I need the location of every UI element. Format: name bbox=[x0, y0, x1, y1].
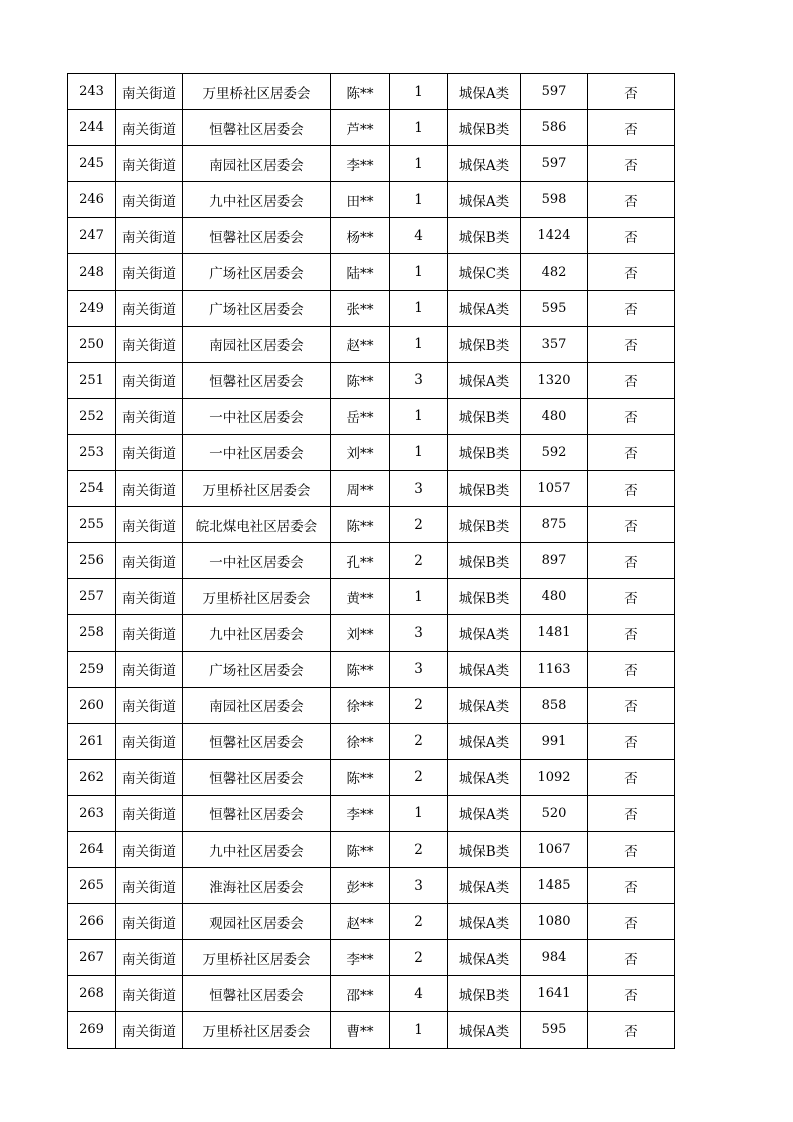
subdistrict-cell: 南关街道 bbox=[116, 651, 183, 687]
community-cell: 广场社区居委会 bbox=[183, 651, 331, 687]
person-name-cell: 周** bbox=[331, 471, 390, 507]
table-row bbox=[68, 579, 675, 615]
person-name-cell: 陈** bbox=[331, 362, 390, 398]
insurance-category-cell: 城保A类 bbox=[448, 904, 521, 940]
community-cell: 九中社区居委会 bbox=[183, 615, 331, 651]
community-cell: 万里桥社区居委会 bbox=[183, 471, 331, 507]
household-size-cell: 3 bbox=[390, 615, 448, 651]
insurance-category-cell: 城保A类 bbox=[448, 615, 521, 651]
subdistrict-cell: 南关街道 bbox=[116, 146, 183, 182]
subdistrict-cell: 南关街道 bbox=[116, 110, 183, 146]
table-row bbox=[68, 651, 675, 687]
household-size-cell: 1 bbox=[390, 1012, 448, 1048]
table-row bbox=[68, 507, 675, 543]
amount-cell: 520 bbox=[521, 795, 588, 831]
row-number-cell: 269 bbox=[68, 1012, 116, 1048]
person-name-cell: 邵** bbox=[331, 976, 390, 1012]
person-name-cell: 赵** bbox=[331, 904, 390, 940]
household-size-cell: 2 bbox=[390, 543, 448, 579]
row-number-cell: 266 bbox=[68, 904, 116, 940]
flag-cell: 否 bbox=[588, 651, 675, 687]
subdistrict-cell: 南关街道 bbox=[116, 940, 183, 976]
table-row bbox=[68, 362, 675, 398]
community-cell: 恒馨社区居委会 bbox=[183, 362, 331, 398]
insurance-category-cell: 城保A类 bbox=[448, 868, 521, 904]
amount-cell: 1641 bbox=[521, 976, 588, 1012]
amount-cell: 1320 bbox=[521, 362, 588, 398]
amount-cell: 595 bbox=[521, 1012, 588, 1048]
flag-cell: 否 bbox=[588, 723, 675, 759]
row-number-cell: 256 bbox=[68, 543, 116, 579]
amount-cell: 1080 bbox=[521, 904, 588, 940]
person-name-cell: 陈** bbox=[331, 759, 390, 795]
community-cell: 万里桥社区居委会 bbox=[183, 74, 331, 110]
person-name-cell: 陆** bbox=[331, 254, 390, 290]
community-cell: 观园社区居委会 bbox=[183, 904, 331, 940]
person-name-cell: 徐** bbox=[331, 723, 390, 759]
amount-cell: 480 bbox=[521, 398, 588, 434]
row-number-cell: 247 bbox=[68, 218, 116, 254]
assistance-table bbox=[67, 73, 675, 1049]
insurance-category-cell: 城保A类 bbox=[448, 1012, 521, 1048]
household-size-cell: 1 bbox=[390, 579, 448, 615]
insurance-category-cell: 城保B类 bbox=[448, 976, 521, 1012]
table-row bbox=[68, 218, 675, 254]
amount-cell: 858 bbox=[521, 687, 588, 723]
insurance-category-cell: 城保C类 bbox=[448, 254, 521, 290]
community-cell: 广场社区居委会 bbox=[183, 290, 331, 326]
community-cell: 南园社区居委会 bbox=[183, 146, 331, 182]
amount-cell: 1163 bbox=[521, 651, 588, 687]
subdistrict-cell: 南关街道 bbox=[116, 759, 183, 795]
person-name-cell: 陈** bbox=[331, 651, 390, 687]
person-name-cell: 陈** bbox=[331, 507, 390, 543]
flag-cell: 否 bbox=[588, 543, 675, 579]
subdistrict-cell: 南关街道 bbox=[116, 795, 183, 831]
insurance-category-cell: 城保B类 bbox=[448, 398, 521, 434]
flag-cell: 否 bbox=[588, 759, 675, 795]
row-number-cell: 245 bbox=[68, 146, 116, 182]
row-number-cell: 255 bbox=[68, 507, 116, 543]
person-name-cell: 徐** bbox=[331, 687, 390, 723]
subdistrict-cell: 南关街道 bbox=[116, 976, 183, 1012]
community-cell: 南园社区居委会 bbox=[183, 687, 331, 723]
subdistrict-cell: 南关街道 bbox=[116, 687, 183, 723]
amount-cell: 357 bbox=[521, 326, 588, 362]
community-cell: 恒馨社区居委会 bbox=[183, 723, 331, 759]
amount-cell: 595 bbox=[521, 290, 588, 326]
household-size-cell: 2 bbox=[390, 940, 448, 976]
table-row bbox=[68, 831, 675, 867]
person-name-cell: 芦** bbox=[331, 110, 390, 146]
person-name-cell: 曹** bbox=[331, 1012, 390, 1048]
flag-cell: 否 bbox=[588, 615, 675, 651]
table-row bbox=[68, 904, 675, 940]
flag-cell: 否 bbox=[588, 471, 675, 507]
household-size-cell: 1 bbox=[390, 434, 448, 470]
flag-cell: 否 bbox=[588, 507, 675, 543]
flag-cell: 否 bbox=[588, 74, 675, 110]
flag-cell: 否 bbox=[588, 579, 675, 615]
row-number-cell: 253 bbox=[68, 434, 116, 470]
row-number-cell: 265 bbox=[68, 868, 116, 904]
table-row bbox=[68, 74, 675, 110]
person-name-cell: 李** bbox=[331, 146, 390, 182]
amount-cell: 480 bbox=[521, 579, 588, 615]
amount-cell: 1424 bbox=[521, 218, 588, 254]
insurance-category-cell: 城保B类 bbox=[448, 543, 521, 579]
row-number-cell: 267 bbox=[68, 940, 116, 976]
amount-cell: 598 bbox=[521, 182, 588, 218]
row-number-cell: 258 bbox=[68, 615, 116, 651]
subdistrict-cell: 南关街道 bbox=[116, 362, 183, 398]
flag-cell: 否 bbox=[588, 940, 675, 976]
table-body bbox=[68, 74, 675, 1049]
household-size-cell: 4 bbox=[390, 218, 448, 254]
row-number-cell: 259 bbox=[68, 651, 116, 687]
amount-cell: 1481 bbox=[521, 615, 588, 651]
subdistrict-cell: 南关街道 bbox=[116, 218, 183, 254]
community-cell: 皖北煤电社区居委会 bbox=[183, 507, 331, 543]
row-number-cell: 246 bbox=[68, 182, 116, 218]
community-cell: 南园社区居委会 bbox=[183, 326, 331, 362]
insurance-category-cell: 城保B类 bbox=[448, 831, 521, 867]
household-size-cell: 3 bbox=[390, 362, 448, 398]
row-number-cell: 250 bbox=[68, 326, 116, 362]
household-size-cell: 2 bbox=[390, 904, 448, 940]
table-row bbox=[68, 290, 675, 326]
amount-cell: 1067 bbox=[521, 831, 588, 867]
household-size-cell: 2 bbox=[390, 759, 448, 795]
person-name-cell: 彭** bbox=[331, 868, 390, 904]
insurance-category-cell: 城保B类 bbox=[448, 579, 521, 615]
household-size-cell: 1 bbox=[390, 398, 448, 434]
insurance-category-cell: 城保A类 bbox=[448, 759, 521, 795]
row-number-cell: 257 bbox=[68, 579, 116, 615]
subdistrict-cell: 南关街道 bbox=[116, 1012, 183, 1048]
table-row bbox=[68, 687, 675, 723]
insurance-category-cell: 城保A类 bbox=[448, 795, 521, 831]
row-number-cell: 244 bbox=[68, 110, 116, 146]
person-name-cell: 李** bbox=[331, 795, 390, 831]
table-row bbox=[68, 398, 675, 434]
table-row bbox=[68, 759, 675, 795]
amount-cell: 1485 bbox=[521, 868, 588, 904]
table-row bbox=[68, 434, 675, 470]
flag-cell: 否 bbox=[588, 687, 675, 723]
household-size-cell: 1 bbox=[390, 326, 448, 362]
subdistrict-cell: 南关街道 bbox=[116, 579, 183, 615]
person-name-cell: 陈** bbox=[331, 831, 390, 867]
table-row bbox=[68, 543, 675, 579]
flag-cell: 否 bbox=[588, 976, 675, 1012]
amount-cell: 875 bbox=[521, 507, 588, 543]
table-row bbox=[68, 146, 675, 182]
community-cell: 万里桥社区居委会 bbox=[183, 940, 331, 976]
person-name-cell: 岳** bbox=[331, 398, 390, 434]
community-cell: 一中社区居委会 bbox=[183, 543, 331, 579]
row-number-cell: 252 bbox=[68, 398, 116, 434]
subdistrict-cell: 南关街道 bbox=[116, 723, 183, 759]
subdistrict-cell: 南关街道 bbox=[116, 398, 183, 434]
household-size-cell: 1 bbox=[390, 74, 448, 110]
insurance-category-cell: 城保A类 bbox=[448, 723, 521, 759]
community-cell: 万里桥社区居委会 bbox=[183, 579, 331, 615]
table-row bbox=[68, 110, 675, 146]
row-number-cell: 263 bbox=[68, 795, 116, 831]
subdistrict-cell: 南关街道 bbox=[116, 182, 183, 218]
insurance-category-cell: 城保B类 bbox=[448, 110, 521, 146]
table-row bbox=[68, 471, 675, 507]
row-number-cell: 264 bbox=[68, 831, 116, 867]
table-row bbox=[68, 326, 675, 362]
person-name-cell: 田** bbox=[331, 182, 390, 218]
amount-cell: 586 bbox=[521, 110, 588, 146]
amount-cell: 1057 bbox=[521, 471, 588, 507]
amount-cell: 984 bbox=[521, 940, 588, 976]
community-cell: 恒馨社区居委会 bbox=[183, 110, 331, 146]
amount-cell: 592 bbox=[521, 434, 588, 470]
row-number-cell: 243 bbox=[68, 74, 116, 110]
insurance-category-cell: 城保A类 bbox=[448, 940, 521, 976]
person-name-cell: 赵** bbox=[331, 326, 390, 362]
flag-cell: 否 bbox=[588, 218, 675, 254]
insurance-category-cell: 城保B类 bbox=[448, 218, 521, 254]
person-name-cell: 陈** bbox=[331, 74, 390, 110]
household-size-cell: 2 bbox=[390, 507, 448, 543]
flag-cell: 否 bbox=[588, 398, 675, 434]
subdistrict-cell: 南关街道 bbox=[116, 868, 183, 904]
person-name-cell: 刘** bbox=[331, 615, 390, 651]
community-cell: 恒馨社区居委会 bbox=[183, 795, 331, 831]
table-row bbox=[68, 254, 675, 290]
community-cell: 一中社区居委会 bbox=[183, 398, 331, 434]
subdistrict-cell: 南关街道 bbox=[116, 74, 183, 110]
flag-cell: 否 bbox=[588, 831, 675, 867]
table-row bbox=[68, 795, 675, 831]
amount-cell: 897 bbox=[521, 543, 588, 579]
table-row bbox=[68, 868, 675, 904]
community-cell: 恒馨社区居委会 bbox=[183, 218, 331, 254]
subdistrict-cell: 南关街道 bbox=[116, 543, 183, 579]
flag-cell: 否 bbox=[588, 904, 675, 940]
subdistrict-cell: 南关街道 bbox=[116, 471, 183, 507]
subdistrict-cell: 南关街道 bbox=[116, 615, 183, 651]
flag-cell: 否 bbox=[588, 146, 675, 182]
insurance-category-cell: 城保A类 bbox=[448, 290, 521, 326]
household-size-cell: 4 bbox=[390, 976, 448, 1012]
person-name-cell: 张** bbox=[331, 290, 390, 326]
insurance-category-cell: 城保A类 bbox=[448, 74, 521, 110]
subdistrict-cell: 南关街道 bbox=[116, 326, 183, 362]
row-number-cell: 260 bbox=[68, 687, 116, 723]
person-name-cell: 杨** bbox=[331, 218, 390, 254]
household-size-cell: 1 bbox=[390, 795, 448, 831]
flag-cell: 否 bbox=[588, 254, 675, 290]
table-row bbox=[68, 1012, 675, 1048]
person-name-cell: 刘** bbox=[331, 434, 390, 470]
community-cell: 恒馨社区居委会 bbox=[183, 976, 331, 1012]
subdistrict-cell: 南关街道 bbox=[116, 831, 183, 867]
flag-cell: 否 bbox=[588, 1012, 675, 1048]
insurance-category-cell: 城保A类 bbox=[448, 146, 521, 182]
person-name-cell: 李** bbox=[331, 940, 390, 976]
household-size-cell: 2 bbox=[390, 687, 448, 723]
community-cell: 一中社区居委会 bbox=[183, 434, 331, 470]
flag-cell: 否 bbox=[588, 110, 675, 146]
row-number-cell: 261 bbox=[68, 723, 116, 759]
row-number-cell: 248 bbox=[68, 254, 116, 290]
insurance-category-cell: 城保B类 bbox=[448, 471, 521, 507]
amount-cell: 991 bbox=[521, 723, 588, 759]
community-cell: 九中社区居委会 bbox=[183, 182, 331, 218]
household-size-cell: 1 bbox=[390, 254, 448, 290]
row-number-cell: 249 bbox=[68, 290, 116, 326]
household-size-cell: 1 bbox=[390, 182, 448, 218]
household-size-cell: 1 bbox=[390, 290, 448, 326]
subdistrict-cell: 南关街道 bbox=[116, 290, 183, 326]
household-size-cell: 3 bbox=[390, 868, 448, 904]
flag-cell: 否 bbox=[588, 326, 675, 362]
insurance-category-cell: 城保B类 bbox=[448, 434, 521, 470]
household-size-cell: 2 bbox=[390, 831, 448, 867]
insurance-category-cell: 城保A类 bbox=[448, 651, 521, 687]
household-size-cell: 2 bbox=[390, 723, 448, 759]
subdistrict-cell: 南关街道 bbox=[116, 904, 183, 940]
amount-cell: 597 bbox=[521, 74, 588, 110]
flag-cell: 否 bbox=[588, 434, 675, 470]
household-size-cell: 3 bbox=[390, 651, 448, 687]
flag-cell: 否 bbox=[588, 182, 675, 218]
table-row bbox=[68, 940, 675, 976]
row-number-cell: 251 bbox=[68, 362, 116, 398]
subdistrict-cell: 南关街道 bbox=[116, 434, 183, 470]
community-cell: 广场社区居委会 bbox=[183, 254, 331, 290]
insurance-category-cell: 城保A类 bbox=[448, 687, 521, 723]
insurance-category-cell: 城保A类 bbox=[448, 362, 521, 398]
amount-cell: 597 bbox=[521, 146, 588, 182]
subdistrict-cell: 南关街道 bbox=[116, 507, 183, 543]
subdistrict-cell: 南关街道 bbox=[116, 254, 183, 290]
row-number-cell: 262 bbox=[68, 759, 116, 795]
amount-cell: 1092 bbox=[521, 759, 588, 795]
household-size-cell: 3 bbox=[390, 471, 448, 507]
insurance-category-cell: 城保A类 bbox=[448, 182, 521, 218]
flag-cell: 否 bbox=[588, 868, 675, 904]
row-number-cell: 254 bbox=[68, 471, 116, 507]
flag-cell: 否 bbox=[588, 362, 675, 398]
table-row bbox=[68, 182, 675, 218]
person-name-cell: 孔** bbox=[331, 543, 390, 579]
household-size-cell: 1 bbox=[390, 146, 448, 182]
table-row bbox=[68, 723, 675, 759]
community-cell: 恒馨社区居委会 bbox=[183, 759, 331, 795]
flag-cell: 否 bbox=[588, 290, 675, 326]
flag-cell: 否 bbox=[588, 795, 675, 831]
amount-cell: 482 bbox=[521, 254, 588, 290]
insurance-category-cell: 城保B类 bbox=[448, 507, 521, 543]
person-name-cell: 黄** bbox=[331, 579, 390, 615]
insurance-category-cell: 城保B类 bbox=[448, 326, 521, 362]
community-cell: 万里桥社区居委会 bbox=[183, 1012, 331, 1048]
household-size-cell: 1 bbox=[390, 110, 448, 146]
row-number-cell: 268 bbox=[68, 976, 116, 1012]
community-cell: 九中社区居委会 bbox=[183, 831, 331, 867]
table-row bbox=[68, 976, 675, 1012]
table-row bbox=[68, 615, 675, 651]
community-cell: 淮海社区居委会 bbox=[183, 868, 331, 904]
